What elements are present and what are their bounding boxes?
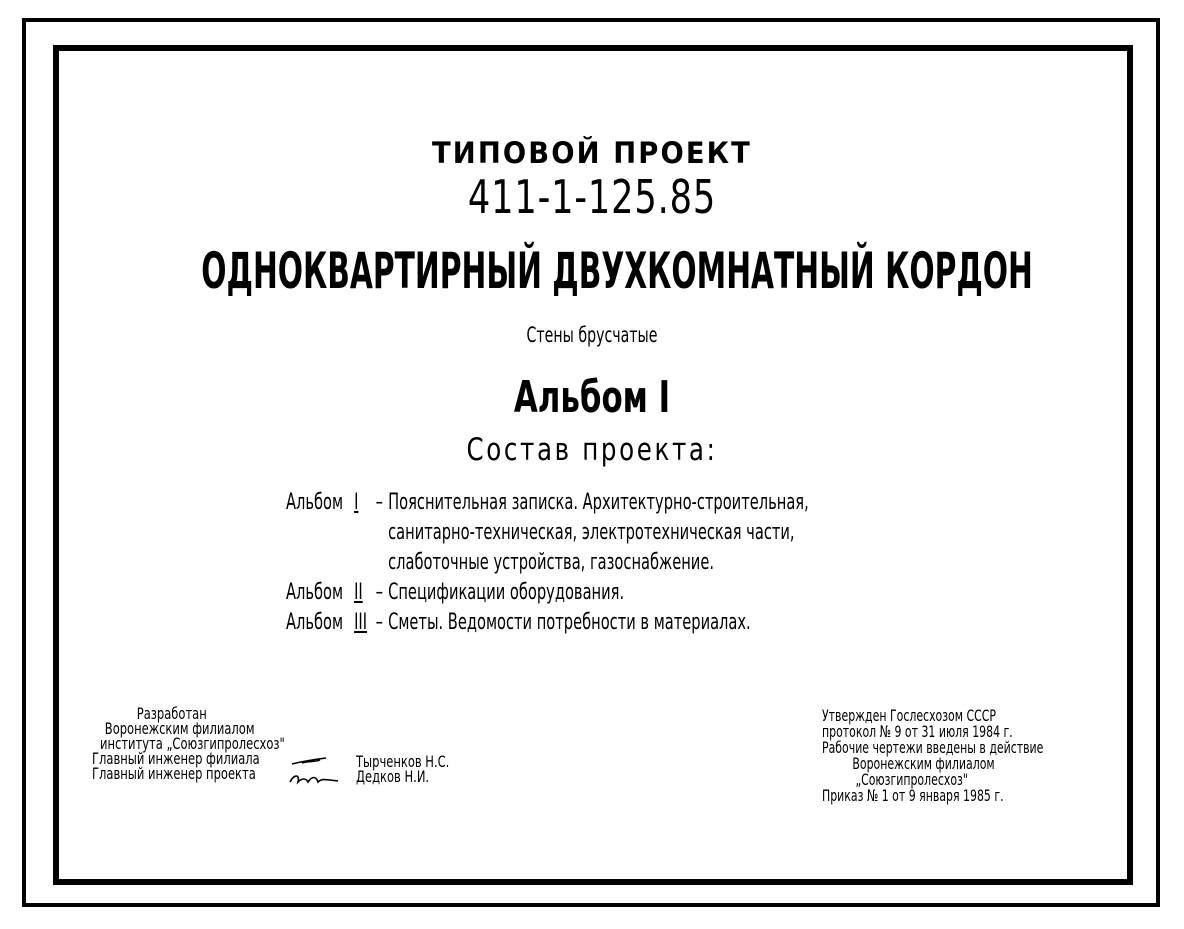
developer-line: Разработан — [136, 704, 207, 723]
album-description-line: слаботочные устройства, газоснабжение. — [388, 550, 714, 575]
album-entry-1-cont — [286, 518, 809, 548]
album-dash: – — [375, 490, 383, 515]
developer-role: Главный инженер филиала — [92, 749, 260, 768]
album-entry-1-cont — [286, 548, 809, 578]
album-entry-3 — [286, 608, 809, 638]
album-list — [286, 488, 992, 638]
signature-2 — [288, 772, 340, 786]
signatory-names — [356, 754, 473, 784]
project-title: ОДНОКВАРТИРНЫЙ ДВУХКОМНАТНЫЙ КОРДОН — [201, 242, 1033, 300]
composition-heading: Состав проекта: — [466, 432, 718, 468]
album-roman: III — [354, 610, 368, 635]
approval-line: „Союзгипролесхоз" — [855, 770, 968, 789]
developer-block — [92, 706, 333, 781]
approval-line: Воронежским филиалом — [852, 754, 995, 773]
approval-line: протокол № 9 от 31 июля 1984 г. — [822, 722, 1013, 741]
signature-1 — [290, 756, 328, 766]
album-description-line: Пояснительная записка. Архитектурно-строительная, — [388, 490, 809, 515]
approval-line: Утвержден Гослесхозом СССР — [822, 706, 996, 725]
project-number: 411-1-125.85 — [467, 170, 717, 224]
approval-line: Приказ № 1 от 9 января 1985 г. — [822, 786, 1004, 805]
album-label: Альбом — [286, 580, 344, 605]
developer-role: Главный инженер проекта — [92, 764, 256, 783]
project-subtitle: Стены брусчатые — [526, 323, 658, 347]
developer-line: Воронежским филиалом — [104, 719, 255, 738]
album-heading: Альбом I — [513, 372, 671, 423]
signatory-name: Дедков Н.И. — [356, 767, 430, 786]
album-description-line: Спецификации оборудования. — [388, 580, 625, 605]
developer-line: института „Союзгипролесхоз" — [100, 734, 285, 753]
album-entry-2 — [286, 578, 809, 608]
approval-block — [822, 708, 1113, 804]
album-entry-1 — [286, 488, 809, 518]
approval-line: Рабочие чертежи введены в действие — [822, 738, 1044, 757]
album-label: Альбом — [286, 490, 344, 515]
signatory-name: Тырченков Н.С. — [356, 752, 450, 771]
doc-type-heading: ТИПОВОЙ ПРОЕКТ — [432, 136, 752, 170]
album-roman: I — [354, 490, 359, 515]
album-label: Альбом — [286, 610, 344, 635]
album-dash: – — [375, 610, 383, 635]
album-dash: – — [375, 580, 383, 605]
album-roman: II — [354, 580, 363, 605]
album-description-line: Сметы. Ведомости потребности в материалах. — [388, 610, 751, 635]
album-description-line: санитарно-техническая, электротехническая части, — [388, 520, 795, 545]
